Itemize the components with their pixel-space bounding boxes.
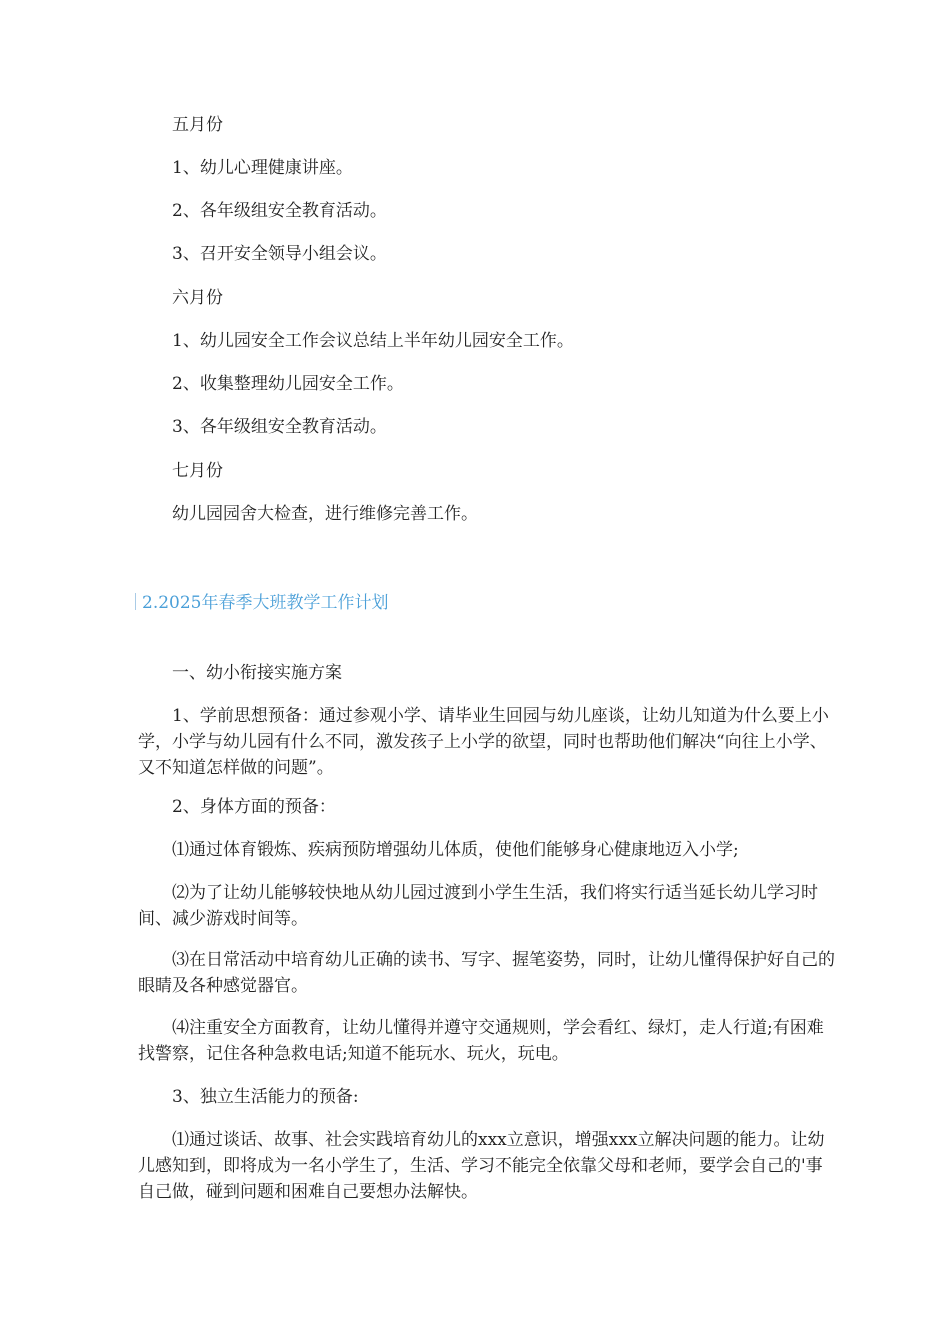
june-item-3: 3、各年级组安全教育活动。 [172, 417, 387, 437]
paragraph-2-3: ⑶在日常活动中培育幼儿正确的读书、写字、握笔姿势，同时，让幼儿懂得保护好自己的眼睛及各种感觉器官。 [138, 950, 835, 996]
heading-bar [135, 593, 136, 610]
section-heading-text: 2.2025年春季大班教学工作计划 [142, 593, 389, 613]
may-title: 五月份 [172, 115, 223, 135]
june-item-2: 2、收集整理幼儿园安全工作。 [172, 374, 404, 394]
paragraph-1: 1、学前思想预备：通过参观小学、请毕业生回园与幼儿座谈，让幼儿知道为什么要上小学，小学与幼儿园有什么不同，激发孩子上小学的欲望，同时也帮助他们解决“向往上小学、又不知道怎样做的问题”。 [138, 706, 829, 778]
may-item-1: 1、幼儿心理健康讲座。 [172, 158, 353, 178]
june-title: 六月份 [172, 288, 223, 308]
june-item-1: 1、幼儿园安全工作会议总结上半年幼儿园安全工作。 [172, 331, 574, 351]
may-item-2: 2、各年级组安全教育活动。 [172, 201, 387, 221]
may-item-3: 3、召开安全领导小组会议。 [172, 244, 387, 264]
section-heading [135, 590, 388, 616]
part1-title: 一、幼小衔接实施方案 [172, 663, 342, 683]
paragraph-2-2: ⑵为了让幼儿能够较快地从幼儿园过渡到小学生生活，我们将实行适当延长幼儿学习时间、减少游戏时间等。 [138, 883, 818, 929]
paragraph-3-1: ⑴通过谈话、故事、社会实践培育幼儿的xxx立意识，增强xxx立解决问题的能力。让幼儿感知到，即将成为一名小学生了，生活、学习不能完全依靠父母和老师，要学会自己的'事自己做，碰到问题和困难自己要想办法解快。 [138, 1130, 825, 1202]
july-text: 幼儿园园舍大检查，进行维修完善工作。 [172, 504, 478, 524]
paragraph-3: 3、独立生活能力的预备: [172, 1087, 359, 1107]
paragraph-2-1: ⑴通过体育锻炼、疾病预防增强幼儿体质，使他们能够身心健康地迈入小学; [172, 840, 739, 860]
july-title: 七月份 [172, 461, 223, 481]
paragraph-2: 2、身体方面的预备： [172, 797, 336, 817]
paragraph-2-4: ⑷注重安全方面教育，让幼儿懂得并遵守交通规则，学会看红、绿灯，走人行道;有困难找警察，记住各种急救电话;知道不能玩水、玩火，玩电。 [138, 1018, 824, 1064]
